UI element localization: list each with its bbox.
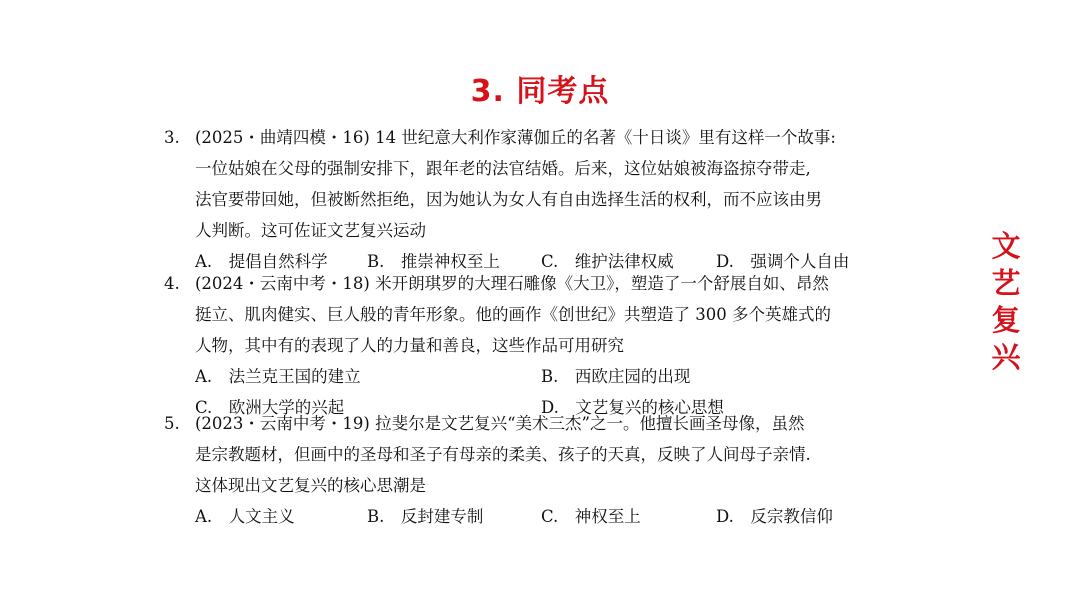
question-text-line: (2024・云南中考・18) 米开朗琪罗的大理石雕像《大卫》，塑造了一个舒展自如、昂然 <box>195 274 829 293</box>
option-d[interactable]: D. 反宗教信仰 <box>716 507 833 526</box>
side-label <box>986 228 1026 376</box>
option-a[interactable]: A. 人文主义 <box>195 507 295 526</box>
question-4 <box>164 268 895 423</box>
side-label-char: 文 <box>991 229 1021 263</box>
question-text-line: (2025・曲靖四模・16) 14 世纪意大利作家薄伽丘的名著《十日谈》里有这样一个故事: <box>195 128 836 147</box>
section-title: 3. 同考点 <box>470 74 610 109</box>
question-text-line: 一位姑娘在父母的强制安排下，跟年老的法官结婚。后来，这位姑娘被海盗掠夺带走, <box>195 159 811 178</box>
question-body <box>195 408 895 532</box>
question-text-line: (2023・云南中考・19) 拉斐尔是文艺复兴“美术三杰”之一。他擅长画圣母像，虽然 <box>195 414 805 433</box>
question-3 <box>164 122 895 277</box>
option-c[interactable]: C. 欧洲大学的兴起 <box>195 398 345 417</box>
option-d[interactable]: D. 强调个人自由 <box>716 252 850 271</box>
side-label-char: 复 <box>991 303 1021 337</box>
question-text-line: 挺立、肌肉健实、巨人般的青年形象。他的画作《创世纪》共塑造了 300 多个英雄式的 <box>195 305 831 324</box>
options-row <box>195 361 895 392</box>
side-label-char: 兴 <box>991 340 1021 374</box>
option-c[interactable]: C. 神权至上 <box>541 507 641 526</box>
question-number: 4. <box>164 274 180 293</box>
question-text-line: 这体现出文艺复兴的核心思潮是 <box>195 476 426 495</box>
option-a[interactable]: A. 提倡自然科学 <box>195 252 328 271</box>
question-text-line: 人物，其中有的表现了人的力量和善良，这些作品可用研究 <box>195 336 624 355</box>
option-a[interactable]: A. 法兰克王国的建立 <box>195 367 361 386</box>
options-row <box>195 501 895 532</box>
question-number: 5. <box>164 414 180 433</box>
option-b[interactable]: B. 反封建专制 <box>367 507 484 526</box>
option-d[interactable]: D. 文艺复兴的核心思想 <box>541 398 724 417</box>
question-body <box>195 122 895 277</box>
question-5 <box>164 408 895 532</box>
option-c[interactable]: C. 维护法律权威 <box>541 252 674 271</box>
side-label-char: 艺 <box>991 266 1021 300</box>
question-body <box>195 268 895 423</box>
question-text-line: 人判断。这可佐证文艺复兴运动 <box>195 221 426 240</box>
question-text-line: 法官要带回她，但被断然拒绝，因为她认为女人有自由选择生活的权利，而不应该由男 <box>195 190 822 209</box>
option-b[interactable]: B. 西欧庄园的出现 <box>541 367 691 386</box>
question-text-line: 是宗教题材，但画中的圣母和圣子有母亲的柔美、孩子的天真，反映了人间母子亲情. <box>195 445 811 464</box>
question-number: 3. <box>164 128 180 147</box>
option-b[interactable]: B. 推崇神权至上 <box>367 252 500 271</box>
